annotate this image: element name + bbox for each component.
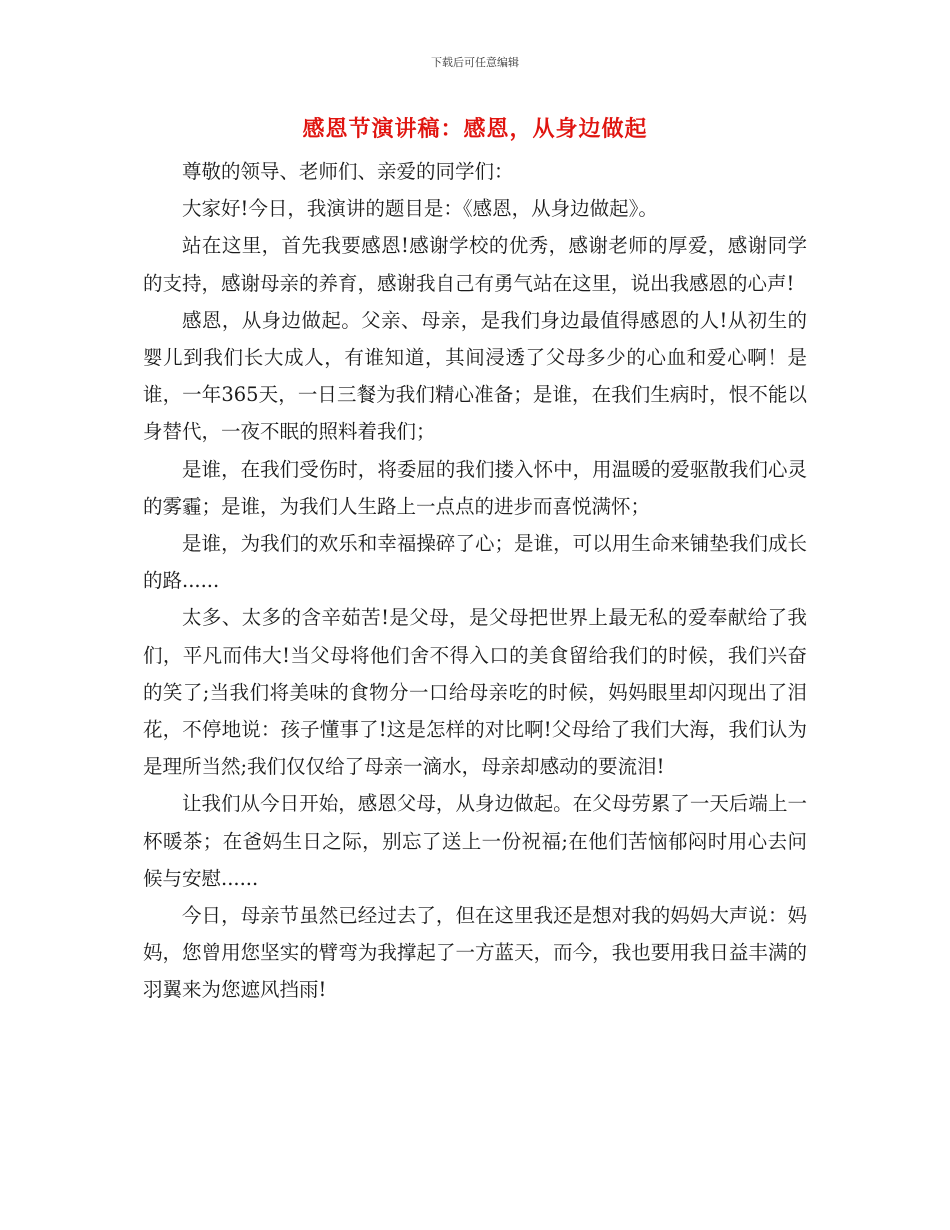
- paragraph: 太多、太多的含辛茹苦!是父母，是父母把世界上最无私的爱奉献给了我们，平凡而伟大!当父母将他们舍不得入口的美食留给我们的时候，我们兴奋的笑了;当我们将美味的食物分一口给母亲吃的时候，妈妈眼里却闪现出了泪花，不停地说：孩子懂事了!这是怎样的对比啊!父母给了我们大海，我们认为是理所当然;我们仅仅给了母亲一滴水，母亲却感动的要流泪!: [143, 606, 807, 779]
- document-body: [143, 153, 807, 1009]
- paragraph: 是谁，在我们受伤时，将委屈的我们搂入怀中，用温暖的爱驱散我们心灵的雾霾；是谁，为我们人生路上一点点的进步而喜悦满怀；: [143, 457, 807, 518]
- paragraph: 让我们从今日开始，感恩父母，从身边做起。在父母劳累了一天后端上一杯暖茶；在爸妈生日之际，别忘了送上一份祝福;在他们苦恼郁闷时用心去问候与安慰......: [143, 792, 807, 890]
- header-note: 下载后可任意编辑: [431, 56, 519, 69]
- paragraph: 感恩，从身边做起。父亲、母亲，是我们身边最值得感恩的人!从初生的婴儿到我们长大成人，有谁知道，其间浸透了父母多少的心血和爱心啊！是谁，一年365天，一日三餐为我们精心准备；是谁，在我们生病时，恨不能以身替代，一夜不眠的照料着我们；: [143, 308, 807, 444]
- paragraph: 今日，母亲节虽然已经过去了，但在这里我还是想对我的妈妈大声说：妈妈，您曾用您坚实的臂弯为我撑起了一方蓝天，而今，我也要用我日益丰满的羽翼来为您遮风挡雨!: [143, 904, 807, 1002]
- paragraph: 是谁，为我们的欢乐和幸福操碎了心；是谁，可以用生命来铺垫我们成长的路......: [143, 532, 807, 593]
- paragraph: 站在这里，首先我要感恩!感谢学校的优秀，感谢老师的厚爱，感谢同学的支持，感谢母亲的养育，感谢我自己有勇气站在这里，说出我感恩的心声!: [143, 234, 807, 295]
- paragraph-salutation: 尊敬的领导、老师们、亲爱的同学们：: [182, 160, 514, 183]
- paragraph-greeting: 大家好!今日，我演讲的题目是：《感恩，从身边做起》。: [182, 197, 658, 221]
- document-title: 感恩节演讲稿：感恩，从身边做起: [302, 117, 648, 142]
